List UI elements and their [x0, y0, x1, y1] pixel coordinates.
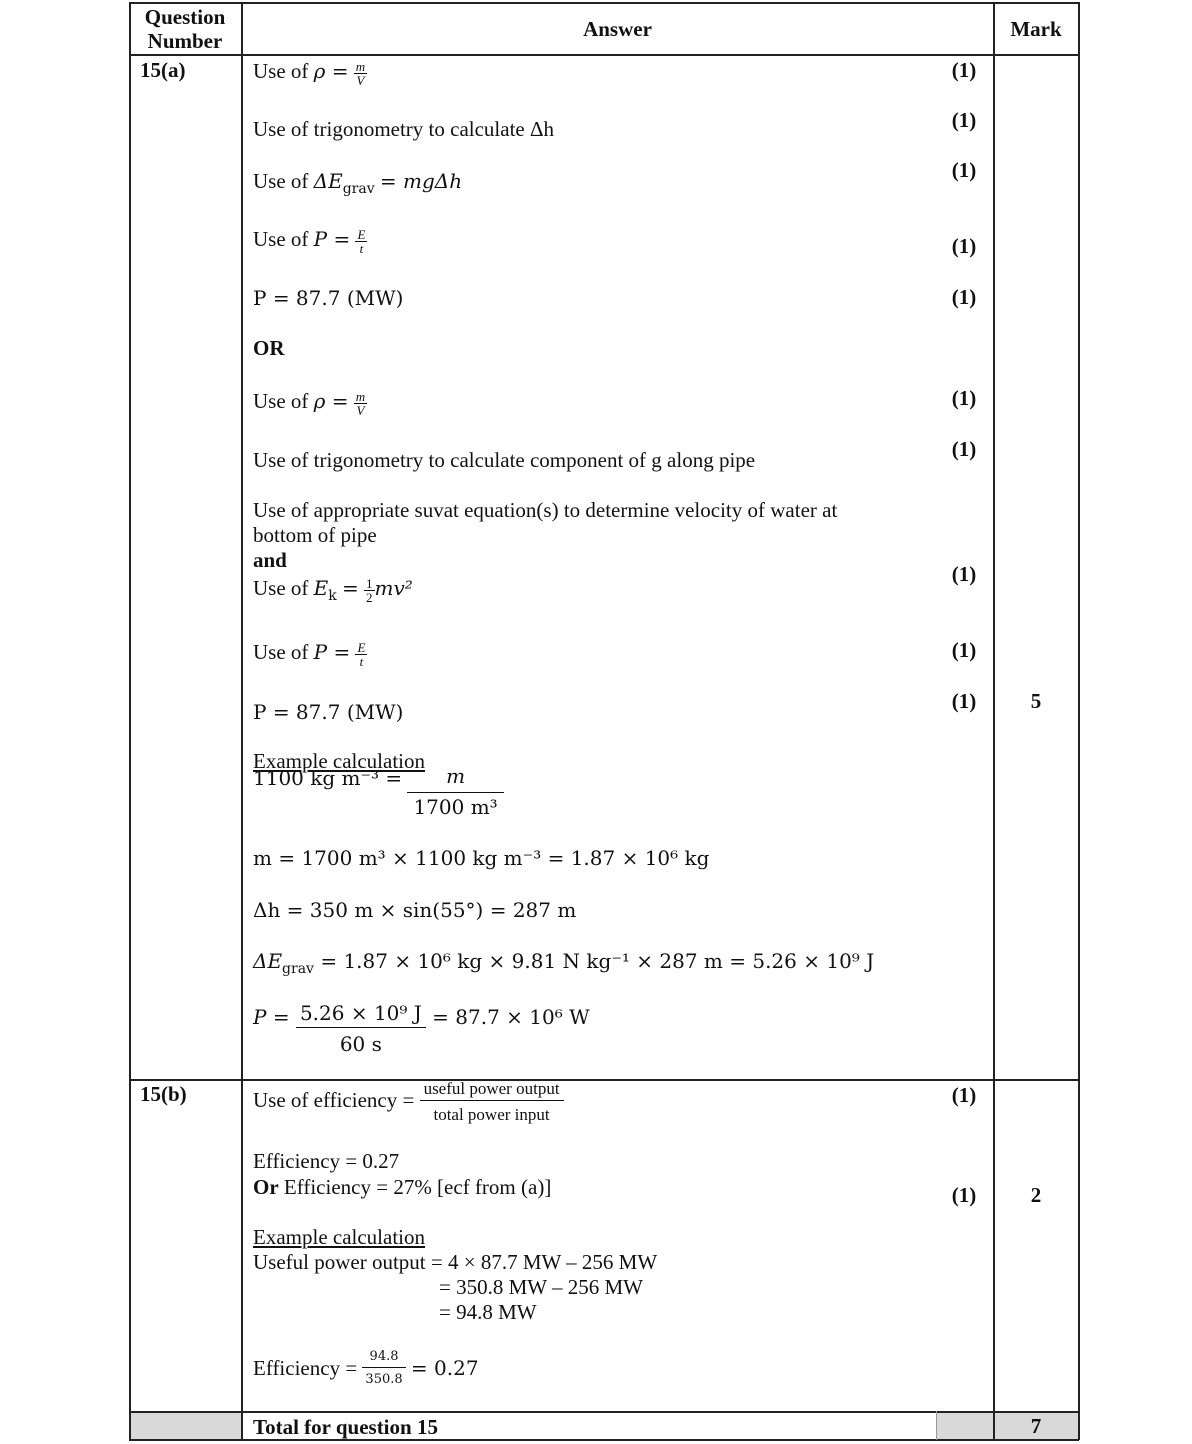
example-efficiency-line: Efficiency = $\frac{94.8}{350.8}$ = 0.27	[253, 1349, 479, 1387]
mark: (1)	[951, 285, 977, 309]
or-label: OR	[253, 336, 285, 360]
mark: (1)	[951, 689, 977, 713]
fraction: $\frac{1}{2}$	[366, 575, 373, 605]
example-energy-line: $\Delta E_{grav} = 1.87 \times 10^6$ kg × 9.81 N kg⁻¹ × 287 m = 5.26 × 10⁹ J	[253, 949, 875, 977]
answer-line-result-alt: P = 87.7 (MW)	[253, 700, 404, 724]
header-question-number: Question Number	[144, 5, 226, 53]
answer-line-trig: Use of trigonometry to calculate Δh	[253, 117, 554, 141]
answer-line-egrav: Use of $\Delta E_{grav} = mg\Delta h$	[253, 169, 463, 197]
answer-line-trig-alt: Use of trigonometry to calculate component of g along pipe	[253, 448, 756, 472]
answer-line-efficiency: Use of efficiency = $\frac{\text{useful power output}}{\text{total power input}}$	[253, 1080, 564, 1123]
grid-line	[129, 2, 1079, 4]
fraction: $\frac{E}{t}$	[357, 226, 366, 256]
answer-line-result: P = 87.7 (MW)	[253, 286, 404, 310]
fraction: $\frac{94.8}{350.8}$	[362, 1350, 405, 1386]
total-label: Total for question 15	[253, 1415, 438, 1439]
answer-line-power: Use of P = $\frac{E}{t}$	[253, 226, 366, 256]
example-heading: Example calculation	[253, 749, 426, 773]
grid-line	[993, 2, 995, 1440]
mark: (1)	[951, 1083, 977, 1107]
question-number-15b: 15(b)	[140, 1082, 187, 1106]
example-density-line: 1100 kg m⁻³ = $\frac{m}{\text{1700 m³}}$	[253, 772, 504, 817]
header-mark: Mark	[1010, 17, 1062, 41]
mark: (1)	[951, 562, 977, 586]
total-mark: 7	[1030, 1414, 1042, 1438]
fraction: $\frac{E}{t}$	[357, 639, 366, 669]
fraction: $\frac{m}{\text{1700 m³}}$	[407, 766, 503, 817]
total-mark-15b: 2	[1030, 1183, 1042, 1207]
mark: (1)	[951, 158, 977, 182]
mark: (1)	[951, 108, 977, 132]
grid-line	[936, 1411, 937, 1440]
fraction: $\frac{\text{5.26 × 10⁹ J}}{60 s}$	[296, 1003, 426, 1054]
example-height-line: Δh = 350 m × sin(55°) = 287 m	[253, 898, 577, 922]
mark: (1)	[951, 234, 977, 258]
grid-line	[241, 2, 243, 1440]
mark: (1)	[951, 386, 977, 410]
grid-line	[129, 2, 131, 1440]
answer-line-ek: Use of $E_k$ = $\frac{1}{2}$ mv²	[253, 575, 413, 605]
example-useful-power-line: Useful power output = 4 × 87.7 MW – 256 MW	[253, 1250, 658, 1274]
question-number-15a: 15(a)	[140, 58, 186, 82]
and-label: and	[253, 548, 287, 572]
answer-line-suvat-1: Use of appropriate suvat equation(s) to determine velocity of water at	[253, 498, 838, 522]
fraction: $\frac{m}{V}$	[355, 58, 366, 88]
grid-line	[1078, 2, 1080, 1440]
answer-line-rho: Use of ρ = $\frac{m}{V}$	[253, 58, 366, 88]
mark: (1)	[951, 638, 977, 662]
answer-line-power-alt: Use of P = $\frac{E}{t}$	[253, 639, 366, 669]
header-answer: Answer	[583, 17, 652, 41]
fraction: $\frac{m}{V}$	[355, 388, 366, 418]
example-power-line: P = $\frac{\text{5.26 × 10⁹ J}}{60 s}$ = 87.7 × 10⁶ W	[253, 1001, 590, 1056]
fraction: $\frac{\text{useful power output}}{\text{total power input}}$	[420, 1080, 564, 1123]
grid-line	[129, 54, 1079, 56]
example-heading: Example calculation	[253, 1225, 426, 1249]
mark: (1)	[951, 58, 977, 82]
mark: (1)	[951, 1183, 977, 1207]
answer-line-suvat-2: bottom of pipe	[253, 523, 377, 547]
example-useful-power-line-2: = 350.8 MW – 256 MW	[439, 1275, 643, 1299]
answer-line-rho-alt: Use of ρ = $\frac{m}{V}$	[253, 388, 366, 418]
answer-line-efficiency-value: Efficiency = 0.27	[253, 1149, 400, 1173]
total-mark-15a: 5	[1030, 689, 1042, 713]
mark: (1)	[951, 437, 977, 461]
example-mass-line: m = 1700 m³ × 1100 kg m⁻³ = 1.87 × 10⁶ kg	[253, 846, 710, 870]
answer-line-efficiency-percent: Or Efficiency = 27% [ecf from (a)]	[253, 1175, 552, 1199]
example-useful-power-line-3: = 94.8 MW	[439, 1300, 537, 1324]
